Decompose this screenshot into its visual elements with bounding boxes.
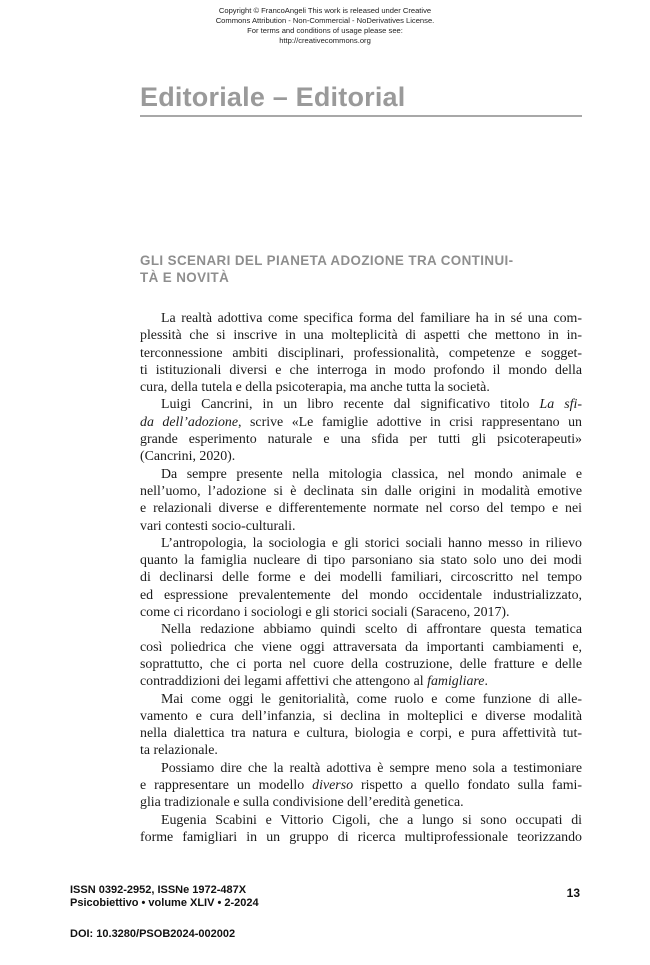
journal-info (70, 884, 259, 910)
copyright-line: Commons Attribution - Non-Commercial - NoDerivatives License. (215, 16, 435, 25)
body-line: Possiamo dire che la realtà adottiva è sempre meno sola a testimoniare (161, 760, 582, 776)
body-line: Luigi Cancrini, in un libro recente dal significativo titolo La sfi- (161, 397, 582, 413)
body-line: Mai come oggi le genitorialità, come ruolo e come funzione di alle- (161, 691, 582, 707)
copyright-line: For terms and conditions of usage please see: (247, 26, 403, 35)
body-line: terconnessione ambiti disciplinari, professionalità, competenze e sogget- (140, 345, 582, 361)
body-line: La realtà adottiva come specifica forma del familiare ha in sé una com- (161, 311, 582, 326)
body-line: ed espressione prevalentemente del mondo occidentale industrializzato, (140, 587, 582, 603)
body-line: ti istituzionali diversi e che interroga in modo profondo il mondo della (140, 362, 582, 378)
body-line: plessità che si inscrive in una molteplicità di aspetti che mettono in in- (140, 328, 582, 344)
body-line: Nella redazione abbiamo quindi scelto di affrontare questa tematica (161, 622, 582, 638)
copyright-line: http://creativecommons.org (279, 36, 371, 45)
body-line: vari contesti socio-culturali. (140, 518, 296, 534)
body-line: così poliedrica che viene oggi attraversata da importanti cambiamenti e, (140, 639, 582, 655)
body-line: grande esperimento naturale e una sfida per tutti gli psicoterapeuti» (140, 432, 582, 448)
page-number: 13 (566, 886, 580, 900)
article-heading (140, 252, 582, 286)
article-heading-line: TÀ E NOVITÀ (140, 270, 230, 285)
body-line: contraddizioni dei legami affettivi che attengono al famigliare. (140, 674, 488, 690)
body-line: nella dialettica tra natura e cultura, biologia e corpi, e pura affettività tut- (140, 726, 582, 742)
doi: DOI: 10.3280/PSOB2024-002002 (70, 928, 236, 940)
body-line: e relazionali diverse e differentemente normate nel corso del tempo e nei (140, 501, 582, 517)
body-line: quanto la famiglia nucleare di tipo parsoniano sia stato solo uno dei modi (140, 553, 582, 569)
body-line: ta relazionale. (140, 743, 218, 759)
body-line: forme famigliari in un gruppo di ricerca multiprofessionale teorizzando (140, 829, 582, 845)
body-line: Eugenia Scabini e Vittorio Cigoli, che a lungo si sono occupati di (161, 812, 582, 828)
issn: ISSN 0392-2952, ISSNe 1972-487X (70, 884, 247, 896)
article-body (140, 310, 582, 846)
copyright-line: Copyright © FrancoAngeli This work is released under Creative (218, 6, 432, 15)
copyright-notice (0, 6, 650, 46)
body-line: cura, della tutela e della psicoterapia, ma anche tutta la società. (140, 380, 490, 396)
body-line: soprattutto, che ci porta nel cuore della costruzione, delle fratture e delle (140, 656, 582, 672)
body-line: e rappresentare un modello diverso rispetto a quello fondato sulla fami- (140, 778, 582, 794)
body-line: nell’uomo, l’adozione si è declinata sin dalle origini in modalità emotive (140, 483, 582, 499)
body-line: L’antropologia, la sociologia e gli storici sociali hanno messo in rilievo (161, 535, 582, 551)
body-line: glia tradizionale e sulla condivisione dell’eredità genetica. (140, 795, 464, 811)
body-line: da dell’adozione, scrive «Le famiglie adottive in crisi rappresentano un (140, 414, 582, 430)
body-line: (Cancrini, 2020). (140, 449, 236, 465)
body-line: Da sempre presente nella mitologia classica, nel mondo animale e (161, 466, 582, 482)
article-heading-line: GLI SCENARI DEL PIANETA ADOZIONE TRA CONTINUI- (140, 253, 514, 268)
body-line: vamento e cura dell’infanzia, si declina in molteplici e diverse modalità (140, 708, 582, 724)
title-rule (140, 115, 582, 117)
body-line: come ci ricordano i sociologi e gli storici sociali (Saraceno, 2017). (140, 605, 510, 621)
section-title: Editoriale – Editorial (140, 82, 406, 112)
journal-volume: Psicobiettivo • volume XLIV • 2-2024 (70, 897, 259, 909)
body-line: di declinarsi delle forme e dei modelli familiari, circoscritto nel tempo (140, 570, 582, 586)
